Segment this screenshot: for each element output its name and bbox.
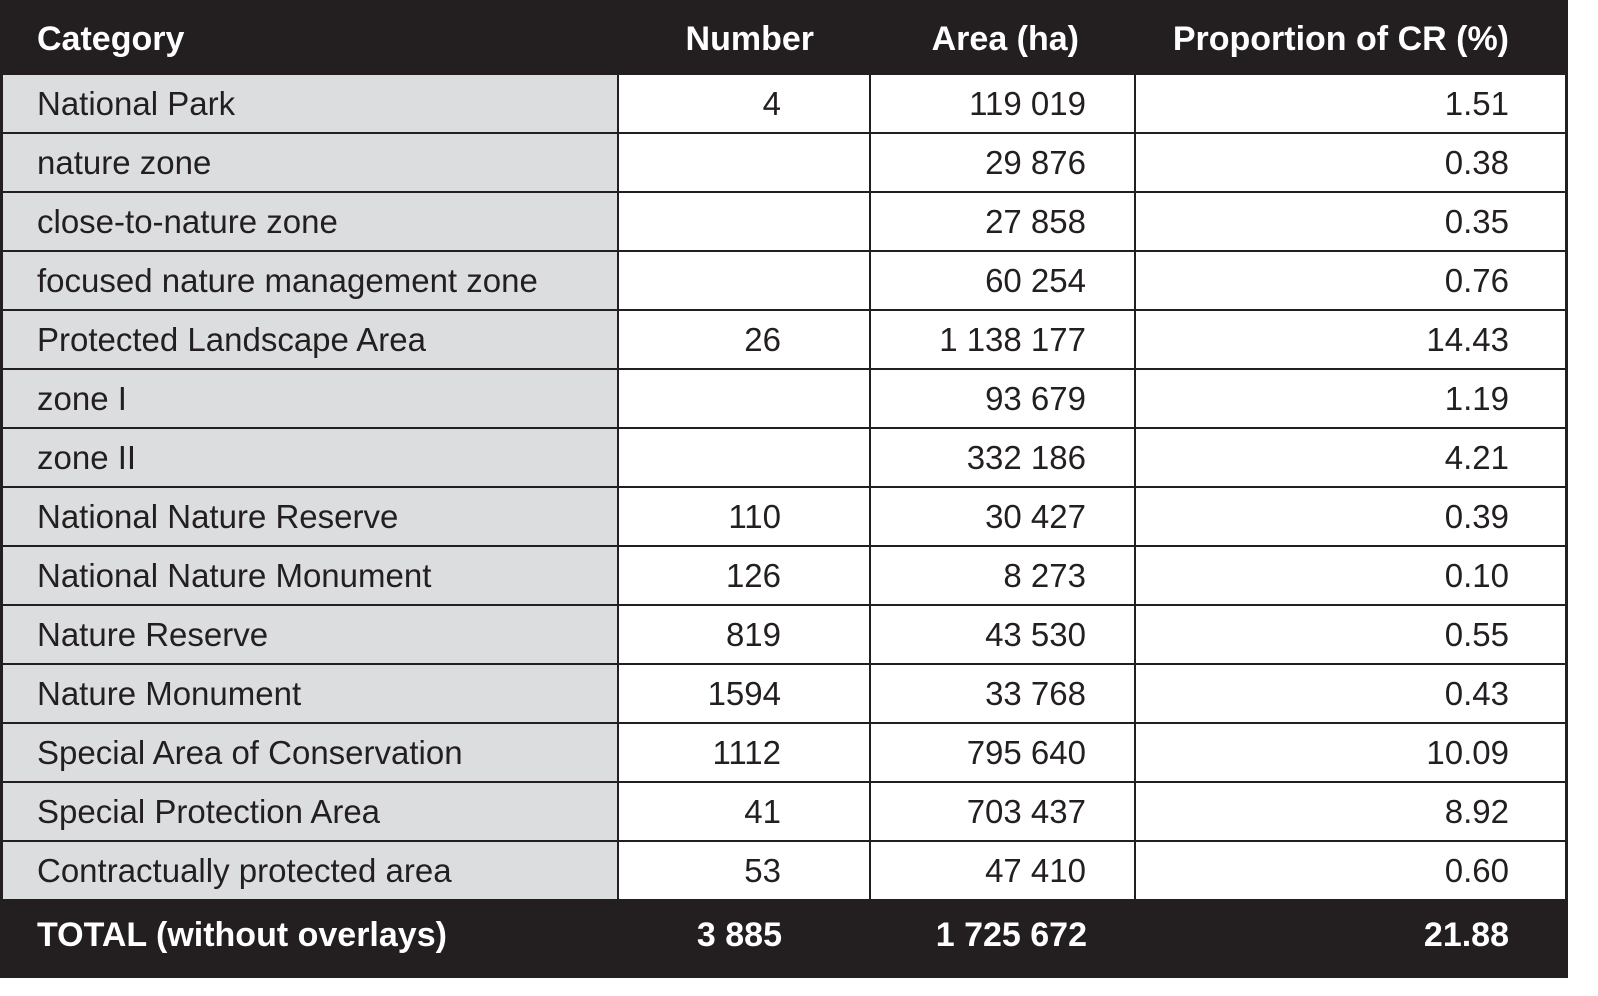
cell-area: 33 768 — [870, 664, 1135, 723]
cell-number: 41 — [618, 782, 870, 841]
cell-area: 119 019 — [870, 75, 1135, 133]
table-row — [3, 841, 1565, 899]
cell-proportion: 0.55 — [1135, 605, 1565, 664]
cell-category: Special Area of Conservation — [3, 723, 618, 782]
cell-proportion: 0.35 — [1135, 192, 1565, 251]
table-row — [3, 192, 1565, 251]
cell-number: 110 — [618, 487, 870, 546]
table-row — [3, 428, 1565, 487]
cell-proportion: 1.51 — [1135, 75, 1565, 133]
table-row — [3, 723, 1565, 782]
cell-number — [618, 192, 870, 251]
cell-category: zone II — [3, 428, 618, 487]
table-row — [3, 782, 1565, 841]
cell-area: 29 876 — [870, 133, 1135, 192]
cell-category: National Park — [3, 75, 618, 133]
cell-category: National Nature Reserve — [3, 487, 618, 546]
cell-number: 1112 — [618, 723, 870, 782]
cell-proportion: 0.60 — [1135, 841, 1565, 899]
cell-proportion: 14.43 — [1135, 310, 1565, 369]
cell-proportion: 0.76 — [1135, 251, 1565, 310]
table-row — [3, 310, 1565, 369]
cell-category: Protected Landscape Area — [3, 310, 618, 369]
header-area: Area (ha) — [870, 3, 1135, 75]
cell-number: 4 — [618, 75, 870, 133]
cell-proportion: 8.92 — [1135, 782, 1565, 841]
cell-number: 1594 — [618, 664, 870, 723]
total-area: 1 725 672 — [870, 899, 1135, 971]
cell-proportion: 0.38 — [1135, 133, 1565, 192]
cell-area: 332 186 — [870, 428, 1135, 487]
cell-category: close-to-nature zone — [3, 192, 618, 251]
cell-proportion: 10.09 — [1135, 723, 1565, 782]
total-row — [3, 899, 1565, 971]
cell-area: 93 679 — [870, 369, 1135, 428]
total-number: 3 885 — [618, 899, 870, 971]
cell-category: nature zone — [3, 133, 618, 192]
cell-area: 47 410 — [870, 841, 1135, 899]
header-row — [3, 3, 1565, 75]
cell-area: 27 858 — [870, 192, 1135, 251]
table-row — [3, 664, 1565, 723]
table-footer — [3, 899, 1565, 971]
cell-number — [618, 251, 870, 310]
table-row — [3, 369, 1565, 428]
cell-category: Special Protection Area — [3, 782, 618, 841]
cell-proportion: 0.43 — [1135, 664, 1565, 723]
protected-areas-table — [3, 3, 1565, 971]
cell-category: focused nature management zone — [3, 251, 618, 310]
cell-number: 53 — [618, 841, 870, 899]
table-row — [3, 251, 1565, 310]
cell-number: 26 — [618, 310, 870, 369]
table-row — [3, 133, 1565, 192]
total-proportion: 21.88 — [1135, 899, 1565, 971]
table-row — [3, 487, 1565, 546]
cell-number — [618, 369, 870, 428]
header-proportion: Proportion of CR (%) — [1135, 3, 1565, 75]
cell-area: 703 437 — [870, 782, 1135, 841]
cell-area: 1 138 177 — [870, 310, 1135, 369]
cell-category: National Nature Monument — [3, 546, 618, 605]
cell-area: 60 254 — [870, 251, 1135, 310]
cell-area: 8 273 — [870, 546, 1135, 605]
table-row — [3, 605, 1565, 664]
cell-number: 819 — [618, 605, 870, 664]
cell-proportion: 0.39 — [1135, 487, 1565, 546]
total-category: TOTAL (without overlays) — [3, 899, 618, 971]
cell-area: 43 530 — [870, 605, 1135, 664]
cell-proportion: 1.19 — [1135, 369, 1565, 428]
cell-category: Nature Monument — [3, 664, 618, 723]
table-row — [3, 546, 1565, 605]
table-header — [3, 3, 1565, 75]
cell-area: 795 640 — [870, 723, 1135, 782]
table-body — [3, 75, 1565, 899]
header-number: Number — [618, 3, 870, 75]
cell-proportion: 0.10 — [1135, 546, 1565, 605]
cell-number — [618, 133, 870, 192]
header-category: Category — [3, 3, 618, 75]
cell-category: zone I — [3, 369, 618, 428]
cell-number — [618, 428, 870, 487]
cell-number: 126 — [618, 546, 870, 605]
cell-category: Contractually protected area — [3, 841, 618, 899]
cell-area: 30 427 — [870, 487, 1135, 546]
cell-category: Nature Reserve — [3, 605, 618, 664]
table-row — [3, 75, 1565, 133]
cell-proportion: 4.21 — [1135, 428, 1565, 487]
